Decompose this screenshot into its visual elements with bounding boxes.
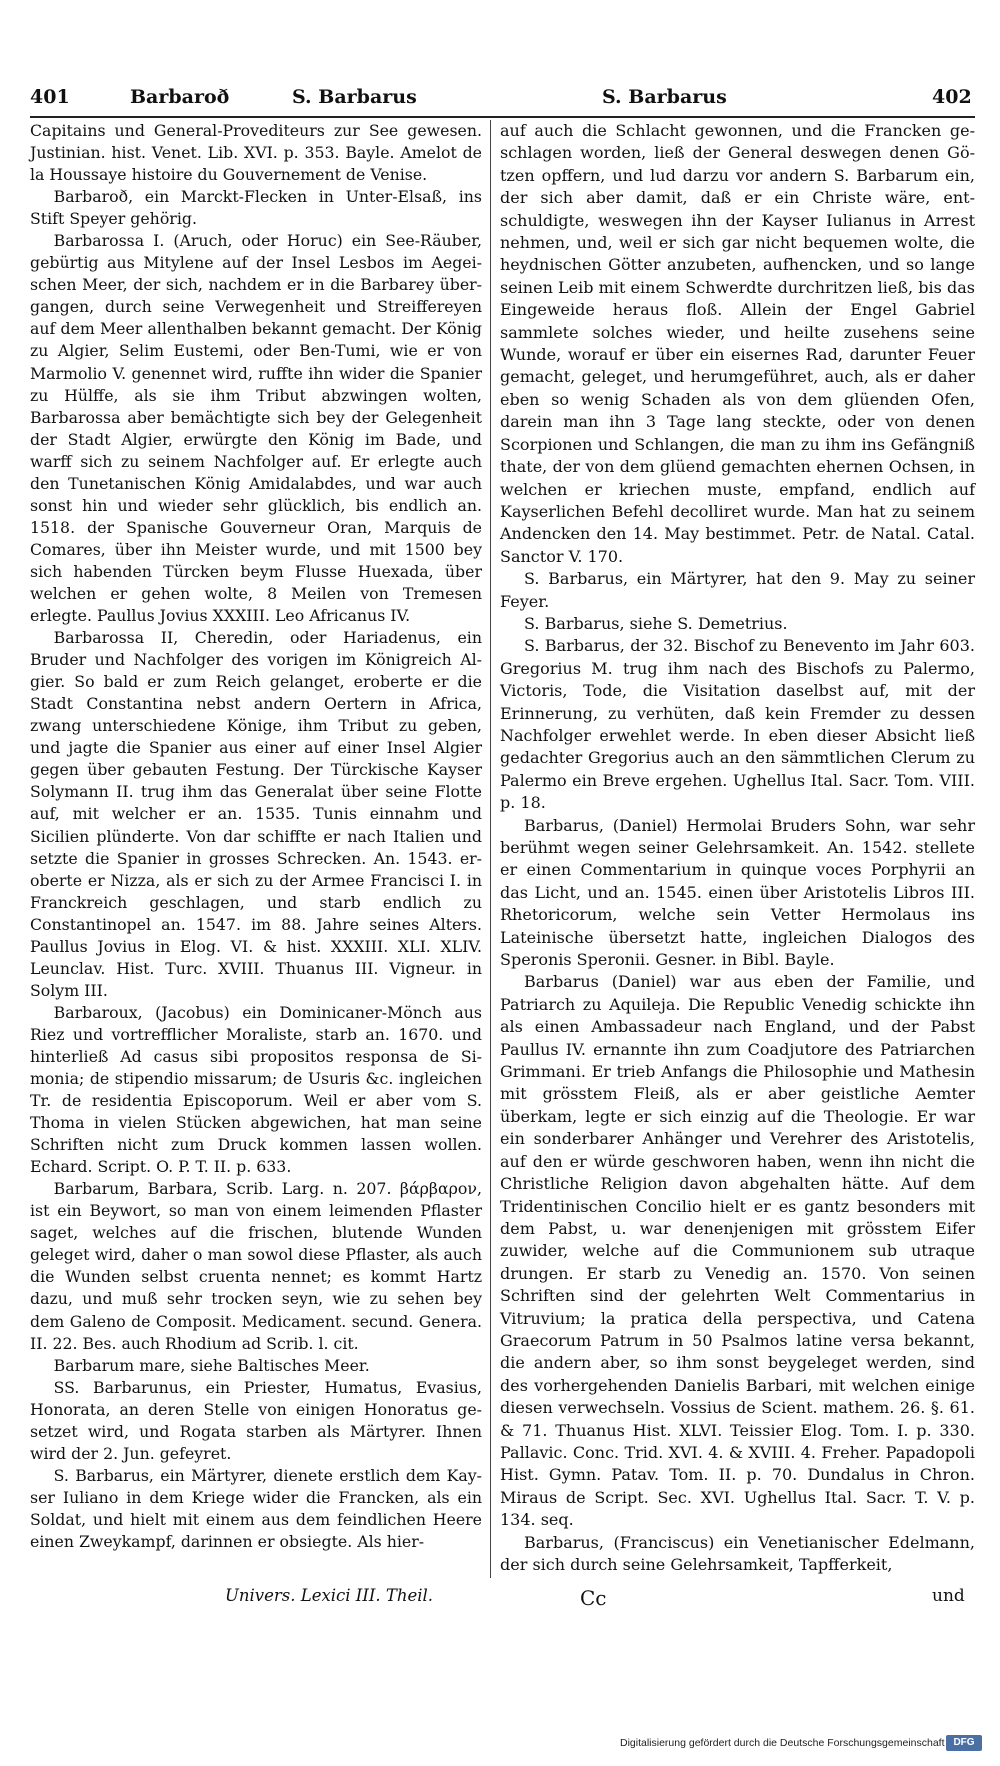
page-number-left: 401: [30, 86, 70, 108]
header-name-left: S. Barbarus: [292, 86, 417, 108]
signature-mark: Cc: [580, 1586, 607, 1610]
entry-paragraph: Barbarus (Daniel) war aus eben der Familie, und Patriarch zu Aquileja. Die Republic Venedig schickte ihn als einen Ambassadeur nach England, und der Pabst Paullus IV. ernannte ihn zum Coadjutore des Patriarchen Grimmani. Er trieb Anfangs die Philosophie und Mathesin mit grösstem Fleiß, als er aber geistliche Aemter überkam, legte er sich einzig auf die Theologie. Er war ein sonderbarer Anhänger und Verehrer des Aristotelis, auf den er würde geschworen haben, wenn ihn nicht die Christliche Religion davon abgehalten hätte. Auf dem Tridentinischen Concilio hielt er es gantz besonders mit dem Pabst, u. war denenjenigen mit grösstem Eifer zuwider, welche auf die Communionem sub utraque drungen. Er starb zu Venedig an. 1570. Von seinen Schriften sind der gelehrten Welt Commentarius in Vitruvium; la pratica della perspectiva, und Catena Graecorum Patrum in 50 Psalmos latine versa bekannt, die andern aber, so ihm sonst beygeleget werden, sind des vorhergehenden Danielis Barbari, mit welchen einige diesen verwechseln. Vossius de Scient. mathem. 26. §. 61. & 71. Thuanus Hist. XLVI. Teissier Elog. Tom. I. p. 330. Pallavic. Conc. Trid. XVI. 4. & XVIII. 4. Freher. Papadopoli Hist. Gymn. Patav. Tom. II. p. 70. Dundalus in Chron. Miraus de Script. Sec. XVI. Ughellus Ital. Sacr. T. V. p. 134. seq.: [500, 972, 975, 1530]
column-divider: [490, 120, 491, 1578]
entry-paragraph: Barbarossa I. (Aruch, oder Horuc) ein See-Räuber, gebürtig aus Mitylene auf der Insel Lesbos im Aegeischen Meer, der sich, nachdem er in die Barbarey übergangen, durch seine Verwegenheit und Streiffereyen auf dem Meer allenthalben bekannt gemacht. Der König zu Algier, Selim Eustemi, oder Ben-Tumi, wie er von Marmolio V. genennet wird, ruffte ihn wider die Spanier zu Hülffe, als sie ihm Tribut abzwingen wolten, Barbarossa aber bemächtigte sich bey der Gelegenheit der Stadt Algier, erwürgte den König im Bade, und warff sich zu seinem Nachfolger auf. Er erlegte auch den Tunetanischen König Amidalabdes, und war auch sonst hin und wieder sehr glücklich, bis endlich an. 1518. der Spanische Gouverneur Oran, Marquis de Comares, über ihn Meister wurde, und mit 1500 bey sich habenden Türcken beym Flusse Huexada, über welchen er gehen wolte, 8 Meilen von Tremesen erlegte. Paullus Jovius XXXIII. Leo Africanus IV.: [30, 231, 482, 626]
running-header: [30, 86, 975, 116]
header-rule: [30, 116, 975, 118]
entry-paragraph: S. Barbarus, siehe S. Demetrius.: [524, 613, 788, 633]
entry-paragraph: Barbarossa II, Cheredin, oder Hariadenus, ein Bruder und Nachfolger des vorigen im Königreich Algier. So bald er zum Reich gelanget, eroberte er die Stadt Constantina nebst andern Oertern in Africa, zwang unterschiedene Könige, ihm Tribut zu geben, und jagte die Spanier aus einer auf einer Insel Algier gegen über gebauten Festung. Der Türckische Kayser Solymann II. trug ihm das Generalat über seine Flotte auf, mit welcher er an. 1535. Tunis einnahm und Sicilien plünderte. Von dar schiffte er nach Italien und setzte die Spanier in grosses Schrecken. An. 1543. eroberte er Nizza, als er sich zu der Armee Francisci I. in Franckreich geschlagen, und starb endlich zu Constantinopel an. 1547. im 88. Jahre seines Alters. Paullus Jovius in Elog. VI. & hist. XXXIII. XLI. XLIV. Leunclav. Hist. Turc. XVIII. Thuanus III. Vigneur. in Solym III.: [30, 628, 482, 1000]
entry-paragraph: Capitains und General-Provediteurs zur See gewesen. Justinian. hist. Venet. Lib. XVI. p. 353. Bayle. Amelot de la Houssaye histoire du Gouvernement de Venise.: [30, 121, 482, 185]
digitization-credit: Digitalisierung gefördert durch die Deutsche Forschungsgemeinschaft: [620, 1737, 945, 1749]
page-number-right: 402: [932, 86, 972, 108]
entry-paragraph: Barbaroux, (Jacobus) ein Dominicaner-Mönch aus Riez und vortrefflicher Moraliste, starb an. 1670. und hinterließ Ad casus sibi propositos responsa de Simonia; de stipendio missarum; de Usuris &c. ingleichen Tr. de residentia Episcoporum. Weil er aber vom S. Thoma in vielen Stücken abgewichen, hat man seine Schriften nicht zum Druck kommen lassen wollen. Echard. Script. O. P. T. II. p. 633.: [30, 1002, 482, 1177]
entry-paragraph: Barbaroð, ein Marckt-Flecken in Unter-Elsaß, ins Stift Speyer gehörig.: [30, 187, 482, 229]
catchword: und: [932, 1586, 965, 1606]
entry-paragraph: Barbarum, Barbara, Scrib. Larg. n. 207. βάρβαρον, ist ein Beywort, so man von einem leimenden Pflaster saget, welches auf die frischen, blutende Wunden geleget wird, daher o man sowol diese Pflaster, als auch die Wunden selbst cruenta nennet; es kommt Hartz dazu, und muß sehr trocken seyn, wie zu sehen bey dem Galeno de Composit. Medicament. secund. Genera. II. 22. Bes. auch Rhodium ad Scrib. l. cit.: [30, 1179, 482, 1353]
entry-paragraph: auf auch die Schlacht gewonnen, und die Francken geschlagen worden, ließ der General deswegen denen Götzen opffern, und lud darzu vor andern S. Barbarum ein, der sich aber damit, daß er ein Christe wäre, entschuldigte, weswegen ihn der Kayser Iulianus in Arrest nehmen, und, weil er sich gar nicht bequemen wolte, die heydnischen Götter anzubeten, aufhencken, und so lange seinen Leib mit einem Schwerdte durchritzen ließ, bis das Eingeweide heraus floß. Allein der Engel Gabriel sammlete solches wieder, und heilte zusehens seine Wunde, worauf er über ein eisernes Rad, darunter Feuer gemacht, geleget, und herumgeführet, auch, als er daher eben so wenig Schaden als von dem glüenden Ofen, darein man ihn 3 Tage lang steckte, oder von denen Scorpionen und Schlangen, die man zu ihm ins Gefängniß thate, der von dem glüend gemachten ehernen Ochsen, in welchen er kriechen muste, empfand, endlich auf Kayserlichen Befehl decolliret wurde. Man hat zu seinem Andencken den 14. May bestimmet. Petr. de Natal. Catal. Sanctor V. 170.: [500, 121, 975, 566]
entry-paragraph: Barbarum mare, siehe Baltisches Meer.: [53, 1355, 370, 1375]
volume-note: Univers. Lexici III. Theil.: [225, 1586, 434, 1605]
entry-paragraph: SS. Barbarunus, ein Priester, Humatus, Evasius, Honorata, an deren Stelle von einigen Honoratus gesetzet wird, und Rogata starben als Märtyrer. Ihnen wird der 2. Jun. gefeyret.: [30, 1377, 482, 1463]
entry-paragraph: S. Barbarus, der 32. Bischof zu Benevento im Jahr 603. Gregorius M. trug ihm nach des Bischofs zu Palermo, Victoris, Tode, die Visitation daselbst auf, mit der Erinnerung, zu verhüten, daß kein Fremder zu dessen Nachfolger erwehlet werde. In eben dieser Absicht ließ gedachter Gregorius auch an den sämmtlichen Clerum zu Palermo ein Breve ergehen. Ughellus Ital. Sacr. Tom. VIII. p. 18.: [500, 636, 975, 813]
header-name-right: S. Barbarus: [602, 86, 727, 108]
header-keyword-left: Barbaroð: [130, 86, 230, 108]
entry-paragraph: S. Barbarus, ein Märtyrer, hat den 9. May zu seiner Feyer.: [500, 569, 975, 611]
entry-paragraph: Barbarus, (Franciscus) ein Venetianischer Edelmann, der sich durch seine Gelehrsamkeit, Tapfferkeit,: [500, 1532, 975, 1574]
dfg-logo: DFG: [946, 1735, 982, 1751]
entry-paragraph: Barbarus, (Daniel) Hermolai Bruders Sohn, war sehr berühmt wegen seiner Gelehrsamkeit. An. 1542. stellete er einen Commentarium in quinque voces Porphyrii an das Licht, und an. 1545. einen über Aristotelis Libros III. Rhetoricorum, welche sein Vetter Hermolaus ins Lateinische übersetzt hatte, ingleichen Dialogos des Speronis Speronii. Gesner. in Bibl. Bayle.: [500, 815, 975, 970]
entry-paragraph: S. Barbarus, ein Märtyrer, dienete erstlich dem Kayser Iuliano in dem Kriege wider die Francken, als ein Soldat, und hielt mit einem aus dem feindlichen Heere einen Zweykampf, darinnen er obsiegte. Als hier-: [30, 1465, 482, 1551]
left-column: [30, 120, 482, 1553]
right-column: [500, 120, 975, 1576]
